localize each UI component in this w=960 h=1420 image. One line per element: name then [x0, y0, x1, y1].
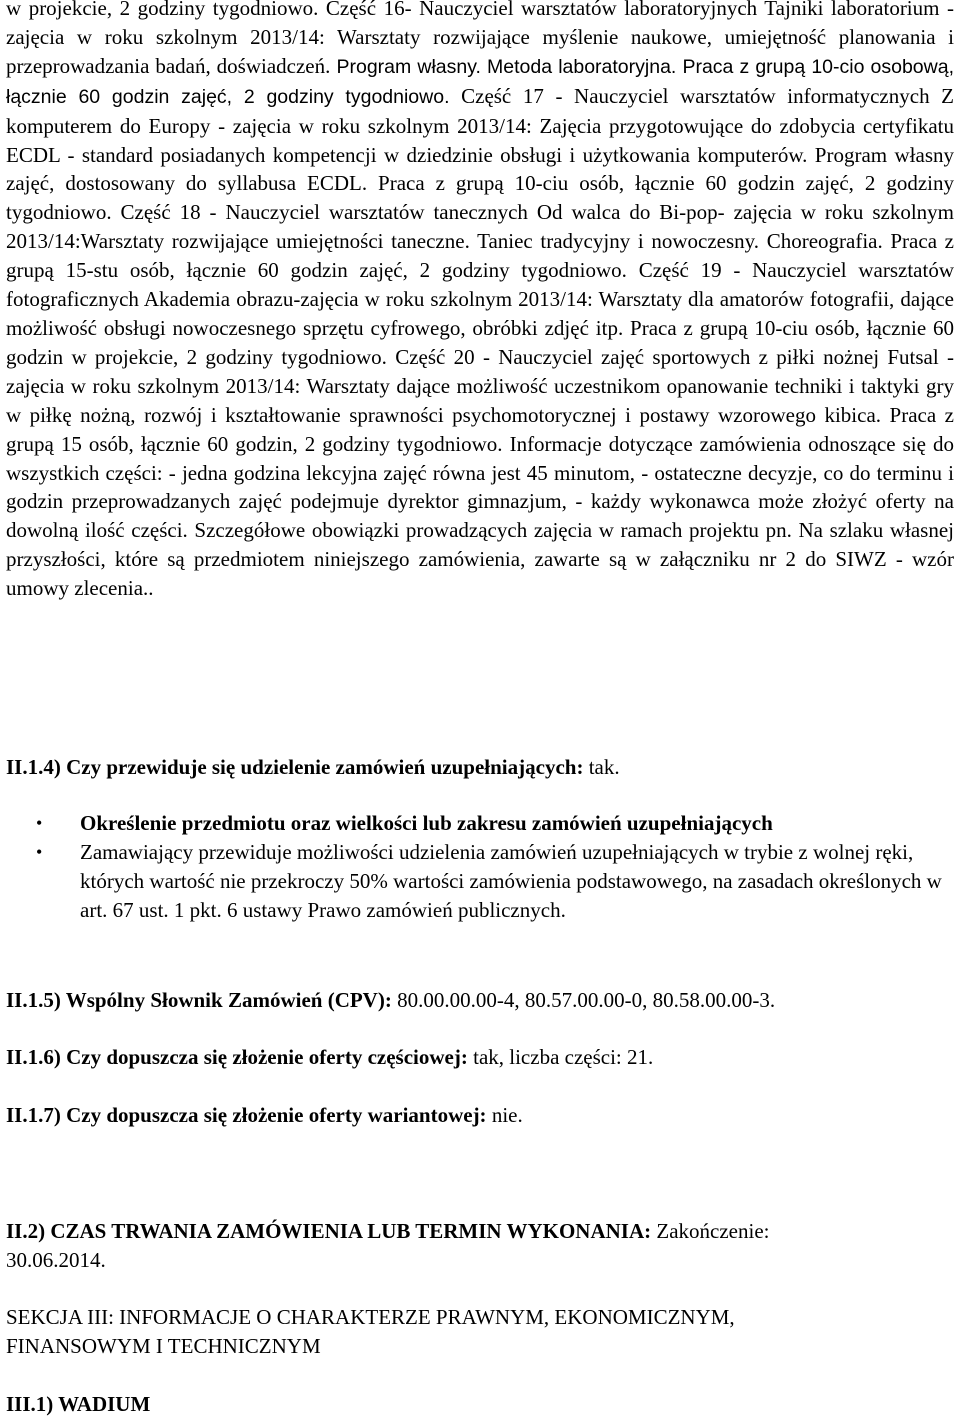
- bullet-icon: •: [36, 813, 43, 833]
- section-ii-1-7: [6, 1101, 523, 1130]
- body-text-part-2: Część 17 - Nauczyciel warsztatów informatycznych Z komputerem do Europy - zajęcia w roku szkolnym 2013/14: Zajęcia przygotowujące do zdobycia certyfikatu ECDL - standard posiadanych kompetencji w dziedzinie obsługi i użytkowania komputerów. Program własny zajęć, dostosowany do syllabusa ECDL. Praca z grupą 10-ciu osób, łącznie 60 godzin zajęć, 2 godziny tygodniowo. Część 18 - Nauczyciel warsztatów tanecznych Od walca do Bi-pop- zajęcia w roku szkolnym 2013/14:Warsztaty rozwijające umiejętności taneczne. Taniec tradycyjny i nowoczesny. Choreografia. Praca z grupą 15-stu osób, łącznie 60 godzin zajęć, 2 godziny tygodniowo. Część 19 - Nauczyciel warsztatów fotograficznych Akademia obrazu-zajęcia w roku szkolnym 2013/14: Warsztaty dla amatorów fotografii, dające możliwość obsługi nowoczesnego sprzętu cyfrowego, obróbki zdjęć itp. Praca z grupą 10-ciu osób, łącznie 60 godzin w projekcie, 2 godziny tygodniowo. Część 20 - Nauczyciel zajęć sportowych z piłki nożnej Futsal - zajęcia w roku szkolnym 2013/14: Warsztaty dające możliwość uczestnikom opanowanie techniki i taktyki gry w piłkę nożną, rozwój i kształtowanie sprawności psychomotorycznej i postawy wzorowego kibica. Praca z grupą 15 osób, łącznie 60 godzin, 2 godziny tygodniowo. Informacje dotyczące zamówienia odnoszące się do wszystkich części: - jedna godzina lekcyjna zajęć równa jest 45 minutom, - ostateczne decyzje, co do terminu i godzin przeprowadzanych zajęć podejmuje dyrektor gimnazjum, - każdy wykonawca może złożyć oferty na dowolną ilość części. Szczegółowe obowiązki prowadzących zajęcia w ramach projektu pn. Na szlaku własnej przyszłości, które są przedmiotem niniejszego zamówienia, zawarte są w załączniku nr 2 do SIWZ - wzór umowy zlecenia..: [6, 83, 954, 601]
- section-ii-1-7-value: nie.: [486, 1103, 523, 1127]
- body-text-part-1: w projekcie, 2 godziny tygodniowo. Część 16- Nauczyciel warsztatów laboratoryjnych Tajniki laboratorium -zajęcia w roku szkolnym 2013/14: Warsztaty rozwijające myślenie naukowe, umiejętność planowania i przeprowadzania badań, doświadczeń.: [6, 0, 954, 78]
- section-ii-1-5-label: II.1.5) Wspólny Słownik Zamówień (CPV):: [6, 988, 392, 1012]
- section-ii-2: [6, 1217, 769, 1246]
- section-ii-1-5-value: 80.00.00.00-4, 80.57.00.00-0, 80.58.00.00-3.: [391, 988, 776, 1012]
- section-iii-heading-line-1: SEKCJA III: INFORMACJE O CHARAKTERZE PRAWNYM, EKONOMICZNYM,: [6, 1305, 735, 1329]
- section-iii-1: [6, 1390, 150, 1419]
- bullet-icon: •: [36, 842, 43, 862]
- body-paragraph: [6, 0, 954, 603]
- section-ii-2-label: II.2) CZAS TRWANIA ZAMÓWIENIA LUB TERMIN WYKONANIA:: [6, 1219, 652, 1243]
- section-iii-heading-line-2: FINANSOWYM I TECHNICZNYM: [6, 1334, 321, 1358]
- section-ii-1-6: [6, 1043, 653, 1072]
- bullet-list: [0, 809, 960, 925]
- section-ii-1-4-value: tak.: [583, 755, 620, 779]
- body-text-part-1b: Program własny. Metoda laboratoryjna. Praca z grupą 10-cio osobową, łącznie 60 godzin zajęć, 2 godziny tygodniowo.: [6, 55, 955, 108]
- section-iii-1-label: III.1) WADIUM: [6, 1392, 151, 1416]
- section-ii-1-7-label: II.1.7) Czy dopuszcza się złożenie oferty wariantowej:: [6, 1103, 487, 1127]
- list-item: [0, 809, 960, 838]
- section-ii-2-date: 30.06.2014.: [6, 1248, 106, 1272]
- bullet-text: Zamawiający przewiduje możliwości udzielenia zamówień uzupełniających w trybie z wolnej ręki, których wartość nie przekroczy 50% wartości zamówienia podstawowego, na zasadach określonych w art. 67 ust. 1 pkt. 6 ustawy Prawo zamówień publicznych.: [80, 840, 942, 922]
- list-item: [0, 838, 960, 925]
- section-ii-2-value: Zakończenie:: [651, 1219, 770, 1243]
- section-ii-1-4-label: II.1.4) Czy przewiduje się udzielenie zamówień uzupełniających:: [6, 755, 584, 779]
- section-ii-1-5: [6, 986, 775, 1015]
- section-ii-1-6-label: II.1.6) Czy dopuszcza się złożenie oferty częściowej:: [6, 1045, 468, 1069]
- section-ii-1-4: [6, 753, 620, 782]
- section-ii-1-6-value: tak, liczba części: 21.: [467, 1045, 654, 1069]
- bullet-heading: Określenie przedmiotu oraz wielkości lub zakresu zamówień uzupełniających: [80, 811, 773, 835]
